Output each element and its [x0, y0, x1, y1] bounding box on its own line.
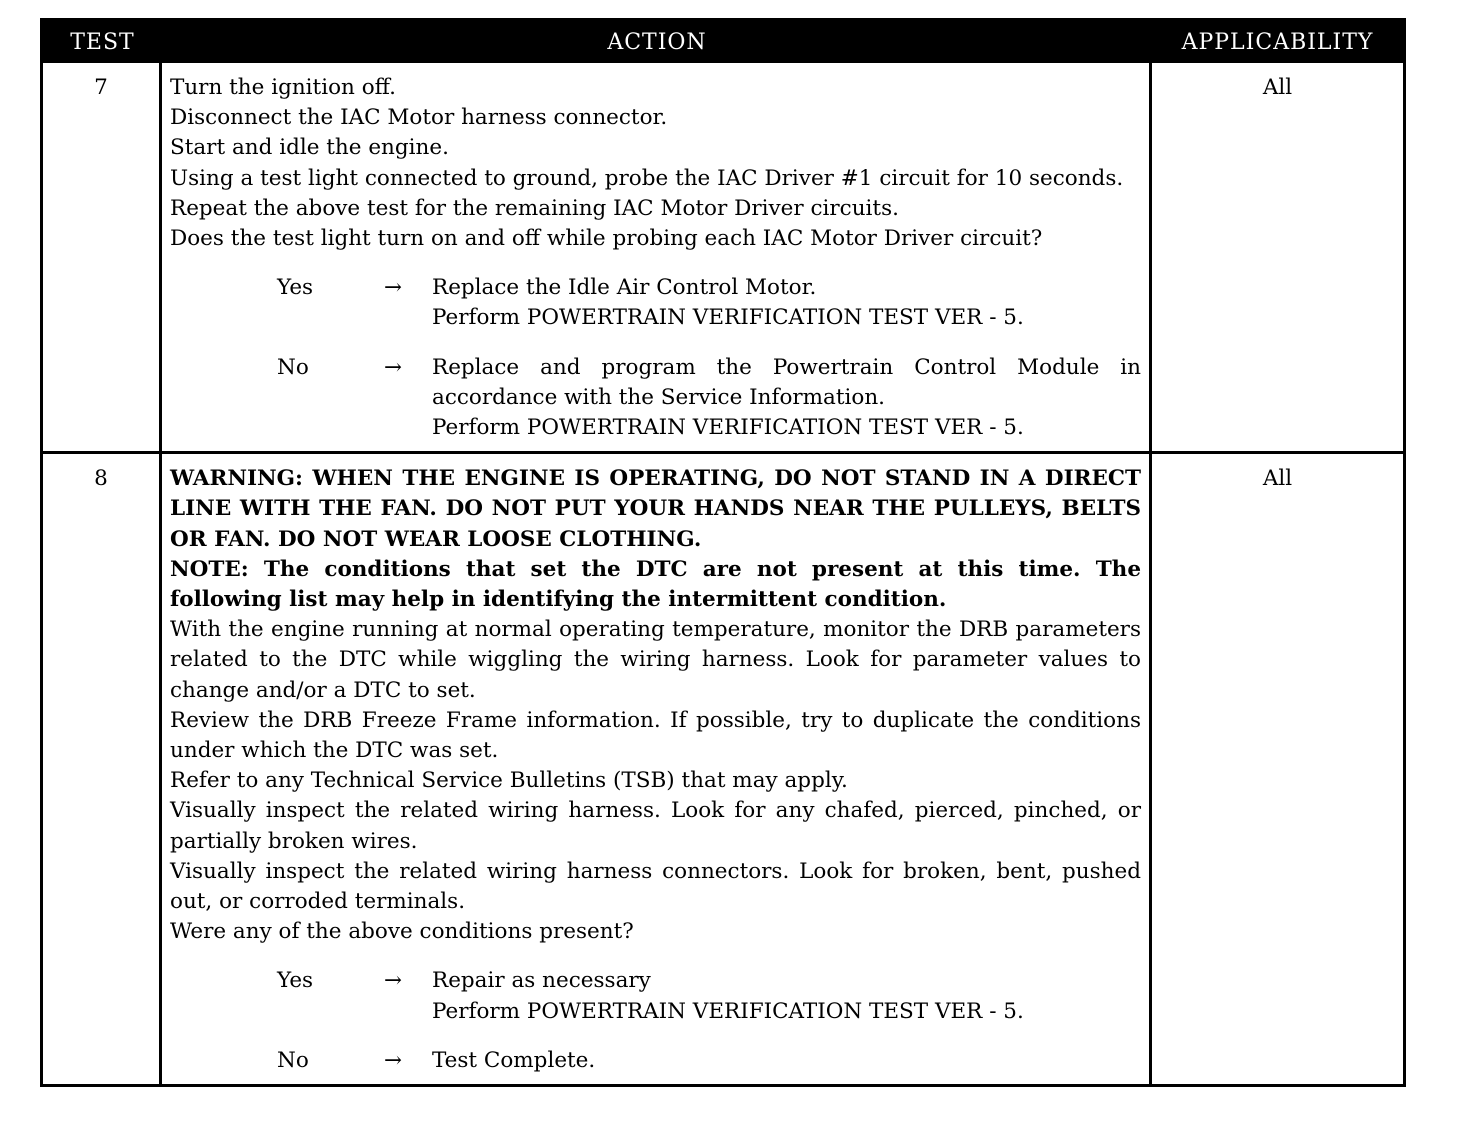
- applicability-value: All: [1262, 75, 1293, 100]
- step: With the engine running at normal operating temperature, monitor the DRB parameters related to the DTC while wiggling the wiring harness. Look for parameter values to change and/or a DTC to set.: [170, 617, 1141, 703]
- question: Were any of the above conditions present?: [170, 919, 634, 945]
- step: Refer to any Technical Service Bulletins (TSB) that may apply.: [170, 768, 848, 794]
- no-branch: [170, 353, 1141, 444]
- note-text: NOTE: The conditions that set the DTC are not present at this time. The following list may help in identifying the intermittent condition.: [170, 556, 1141, 613]
- warning-text: WARNING: WHEN THE ENGINE IS OPERATING, DO NOT STAND IN A DIRECT LINE WITH THE FAN. DO NOT PUT YOUR HANDS NEAR THE PULLEYS, BELTS OR FAN. DO NOT WEAR LOOSE CLOTHING.: [170, 466, 1141, 552]
- question: Does the test light turn on and off while probing each IAC Motor Driver circuit?: [170, 226, 1043, 252]
- step: Visually inspect the related wiring harness. Look for any chafed, pierced, pinched, or partially broken wires.: [170, 798, 1141, 854]
- test-number: 8: [43, 454, 162, 1084]
- no-label: No: [277, 1047, 309, 1073]
- action-cell: [162, 454, 1152, 1084]
- step: Visually inspect the related wiring harness connectors. Look for broken, bent, pushed out, or corroded terminals.: [170, 858, 1141, 915]
- header-action: ACTION: [607, 29, 707, 55]
- no-action: Perform POWERTRAIN VERIFICATION TEST VER - 5.: [432, 415, 1024, 441]
- no-branch: [170, 1046, 1141, 1076]
- no-action: Test Complete.: [432, 1047, 596, 1073]
- arrow-icon: →: [384, 1047, 403, 1073]
- yes-label: Yes: [277, 275, 314, 301]
- diagnostic-table: [40, 18, 1406, 1087]
- test-number: 7: [43, 63, 162, 451]
- table-row-test-7: [43, 63, 1403, 451]
- yes-action: Perform POWERTRAIN VERIFICATION TEST VER - 5.: [432, 998, 1024, 1024]
- applicability-value: All: [1262, 466, 1293, 492]
- arrow-icon: →: [384, 968, 403, 994]
- header-test: TEST: [70, 29, 135, 55]
- yes-action: Replace the Idle Air Control Motor.: [432, 275, 817, 301]
- table-row-test-8: [43, 451, 1403, 1084]
- yes-label: Yes: [277, 968, 314, 994]
- no-action: Replace and program the Powertrain Control Module in accordance with the Service Information.: [432, 354, 1141, 410]
- yes-branch: [170, 273, 1141, 333]
- arrow-icon: →: [384, 275, 403, 301]
- yes-action: Repair as necessary: [432, 968, 651, 994]
- step: Repeat the above test for the remaining IAC Motor Driver circuits.: [170, 195, 899, 221]
- yes-branch: [170, 966, 1141, 1026]
- no-label: No: [277, 354, 309, 380]
- table-header: [43, 21, 1403, 63]
- yes-action: Perform POWERTRAIN VERIFICATION TEST VER - 5.: [432, 305, 1024, 331]
- step: Start and idle the engine.: [170, 135, 449, 161]
- step: Turn the ignition off.: [170, 75, 396, 100]
- action-cell: [162, 63, 1152, 451]
- header-applicability: APPLICABILITY: [1181, 29, 1374, 55]
- step: Using a test light connected to ground, probe the IAC Driver #1 circuit for 10 seconds.: [170, 165, 1124, 191]
- step: Disconnect the IAC Motor harness connector.: [170, 105, 668, 131]
- arrow-icon: →: [384, 354, 403, 380]
- step: Review the DRB Freeze Frame information. If possible, try to duplicate the conditions under which the DTC was set.: [170, 707, 1141, 764]
